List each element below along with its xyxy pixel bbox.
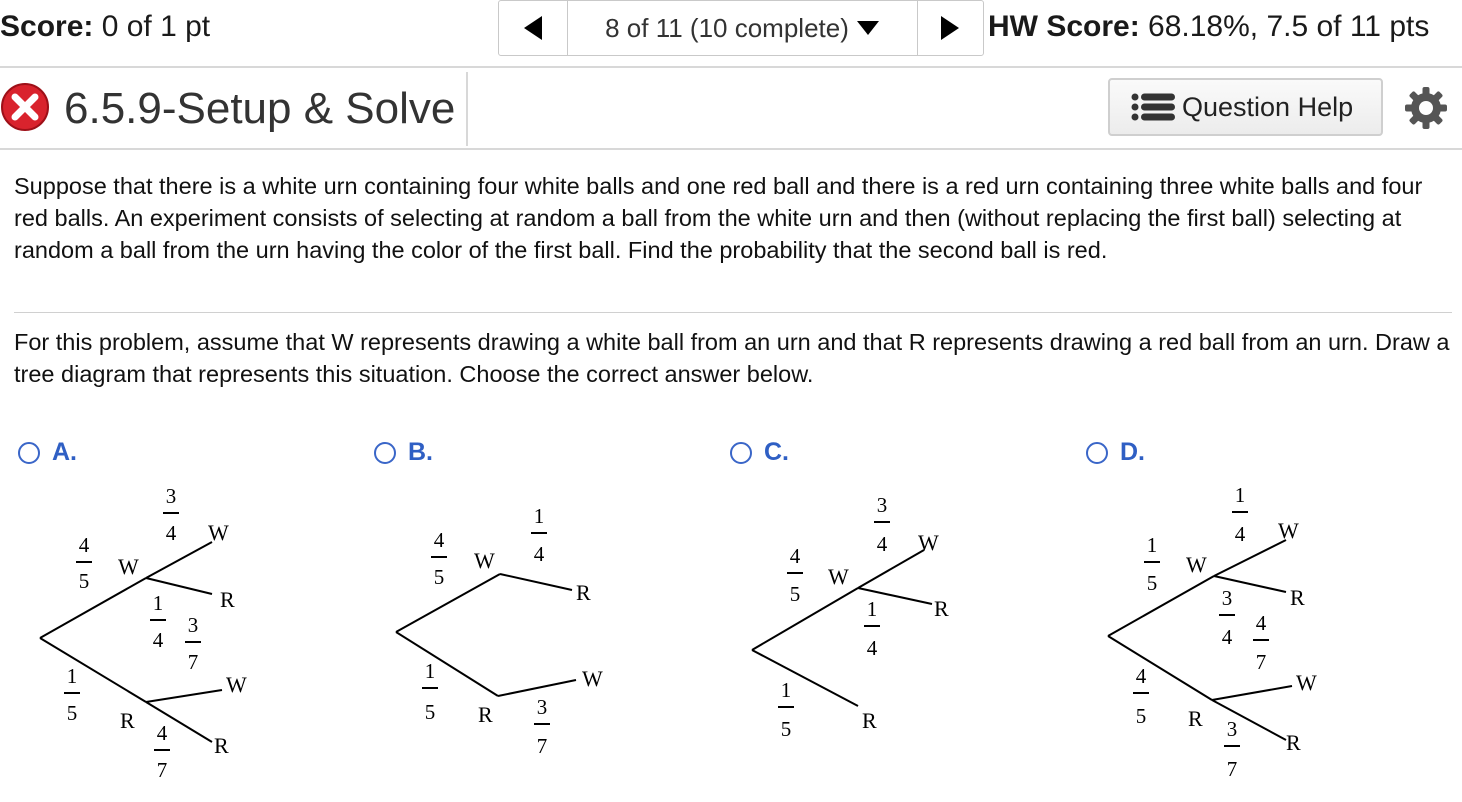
- fraction: [154, 721, 170, 782]
- divider: [0, 66, 1462, 68]
- fraction: [1144, 533, 1160, 595]
- svg-text:1: 1: [424, 659, 436, 683]
- svg-text:7: 7: [187, 650, 199, 674]
- question-help-label: Question Help: [1182, 91, 1354, 122]
- tree-diagram-a: [0, 470, 300, 790]
- svg-text:5: 5: [1146, 571, 1158, 595]
- svg-text:4: 4: [78, 533, 90, 557]
- radio-circle-icon: [730, 442, 752, 464]
- branch-line: [40, 578, 146, 638]
- node-label: R: [862, 708, 877, 733]
- node-label: R: [1290, 585, 1305, 610]
- radio-circle-icon: [18, 442, 40, 464]
- svg-text:5: 5: [1135, 704, 1147, 728]
- svg-text:7: 7: [156, 758, 168, 782]
- svg-text:1: 1: [1234, 483, 1246, 507]
- svg-text:1: 1: [152, 591, 164, 615]
- fraction: [864, 597, 880, 660]
- svg-text:7: 7: [1255, 650, 1267, 674]
- list-icon: [1130, 92, 1176, 122]
- hw-score-value: 68.18%, 7.5 of 11 pts: [1148, 10, 1430, 43]
- question-selector[interactable]: [567, 1, 917, 55]
- branch-line: [752, 650, 858, 706]
- fraction: [1232, 483, 1248, 546]
- svg-text:1: 1: [533, 504, 545, 528]
- branch-line: [858, 550, 924, 588]
- hw-score-label: HW Score:: [988, 10, 1140, 43]
- branch-line: [40, 638, 146, 702]
- svg-text:7: 7: [536, 734, 548, 758]
- svg-text:5: 5: [424, 700, 436, 724]
- divider: [14, 312, 1452, 313]
- fraction: [531, 504, 547, 566]
- svg-text:3: 3: [1226, 717, 1238, 741]
- node-label: R: [214, 733, 229, 758]
- option-a-radio[interactable]: [18, 438, 77, 467]
- node-label: W: [1278, 518, 1299, 543]
- radio-circle-icon: [1086, 442, 1108, 464]
- option-b-letter: B.: [408, 438, 433, 466]
- svg-text:5: 5: [66, 701, 78, 725]
- svg-text:5: 5: [78, 569, 90, 593]
- node-label: W: [918, 530, 939, 555]
- svg-text:1: 1: [866, 597, 878, 621]
- svg-text:7: 7: [1226, 757, 1238, 781]
- previous-question-button[interactable]: [499, 1, 567, 55]
- svg-text:4: 4: [533, 542, 545, 566]
- node-label: W: [208, 520, 229, 545]
- fraction: [1253, 611, 1269, 674]
- svg-text:4: 4: [1234, 522, 1246, 546]
- instruction-text: For this problem, assume that W represents drawing a white ball from an urn and that R represents drawing a red ball from an urn. Draw a tree diagram that represents this situation. Choose the correct answer below.: [14, 329, 1450, 387]
- branch-line: [498, 680, 576, 696]
- branch-line: [1212, 686, 1292, 700]
- fraction: [64, 664, 80, 725]
- svg-text:4: 4: [1135, 664, 1147, 688]
- question-position: 8 of 11 (10 complete): [605, 12, 849, 43]
- node-label: R: [934, 596, 949, 621]
- svg-text:5: 5: [780, 717, 792, 741]
- arrow-right-icon: [941, 16, 959, 40]
- svg-text:3: 3: [1221, 586, 1233, 610]
- tree-diagram-c: [712, 470, 1012, 790]
- svg-text:3: 3: [876, 493, 888, 517]
- radio-circle-icon: [374, 442, 396, 464]
- node-label: R: [220, 587, 235, 612]
- svg-text:5: 5: [433, 565, 445, 589]
- node-label: R: [576, 580, 591, 605]
- question-title: 6.5.9-Setup & Solve: [64, 84, 456, 133]
- svg-text:3: 3: [536, 695, 548, 719]
- node-label: W: [1296, 670, 1317, 695]
- branch-line: [396, 574, 500, 632]
- svg-text:3: 3: [187, 613, 199, 637]
- tree-diagram-b: [356, 470, 656, 790]
- svg-text:4: 4: [866, 636, 878, 660]
- question-navigator: [498, 0, 984, 56]
- fraction: [534, 695, 550, 758]
- fraction: [778, 678, 794, 741]
- branch-line: [1108, 576, 1214, 636]
- node-label: W: [828, 564, 849, 589]
- option-d-letter: D.: [1120, 438, 1145, 466]
- fraction: [874, 493, 890, 556]
- svg-text:3: 3: [165, 484, 177, 508]
- option-a-letter: A.: [52, 438, 77, 466]
- score: [0, 10, 210, 44]
- node-label: R: [1188, 706, 1203, 731]
- svg-text:4: 4: [1221, 625, 1233, 649]
- branch-line: [1214, 540, 1286, 576]
- node-label: R: [478, 702, 493, 727]
- svg-text:4: 4: [152, 628, 164, 652]
- score-value: 0 of 1 pt: [101, 10, 211, 43]
- gear-icon[interactable]: [1404, 86, 1448, 130]
- fraction: [1133, 664, 1149, 728]
- node-label: W: [582, 666, 603, 691]
- option-c-radio[interactable]: [730, 438, 789, 467]
- svg-text:4: 4: [433, 528, 445, 552]
- fraction: [431, 528, 447, 589]
- node-label: W: [118, 554, 139, 579]
- svg-text:4: 4: [876, 532, 888, 556]
- tree-diagram-d: [1068, 470, 1368, 790]
- caret-down-icon: [857, 21, 879, 35]
- svg-text:5: 5: [789, 582, 801, 606]
- question-help-button[interactable]: [1108, 78, 1383, 136]
- problem-text: Suppose that there is a white urn containing four white balls and one red ball and there is a red urn containing three white balls and four red balls. An experiment consists of selecting at random a ball from the white urn and then (without replacing the first ball) selecting at random a ball from the urn having the color of the first ball. Find the probability that the second ball is red.: [14, 173, 1423, 263]
- branch-line: [752, 588, 858, 650]
- divider: [0, 148, 1462, 150]
- svg-text:4: 4: [165, 521, 177, 545]
- score-label: Score:: [0, 10, 94, 43]
- arrow-left-icon: [524, 16, 542, 40]
- svg-text:1: 1: [66, 664, 78, 688]
- svg-text:1: 1: [780, 678, 792, 702]
- svg-text:1: 1: [1146, 533, 1158, 557]
- branch-line: [146, 542, 212, 578]
- fraction: [1219, 586, 1235, 649]
- fraction: [422, 659, 438, 724]
- node-label: W: [474, 548, 495, 573]
- svg-text:4: 4: [156, 721, 168, 745]
- svg-text:4: 4: [1255, 611, 1267, 635]
- incorrect-icon: [0, 82, 50, 132]
- option-b-radio[interactable]: [374, 438, 433, 467]
- branch-line: [1108, 636, 1212, 700]
- fraction: [76, 533, 92, 593]
- node-label: W: [1186, 552, 1207, 577]
- hw-score: [988, 10, 1429, 44]
- option-d-radio[interactable]: [1086, 438, 1145, 467]
- fraction: [1224, 717, 1240, 781]
- branch-line: [500, 574, 572, 590]
- fraction: [787, 544, 803, 606]
- node-label: R: [1286, 730, 1301, 755]
- fraction: [150, 591, 166, 652]
- option-c-letter: C.: [764, 438, 789, 466]
- svg-text:4: 4: [789, 544, 801, 568]
- branch-line: [396, 632, 498, 696]
- divider: [466, 72, 468, 146]
- fraction: [163, 484, 179, 545]
- fraction: [185, 613, 201, 674]
- node-label: W: [226, 672, 247, 697]
- branch-line: [1212, 700, 1286, 740]
- branch-line: [146, 690, 222, 702]
- node-label: R: [120, 708, 135, 733]
- next-question-button[interactable]: [917, 1, 983, 55]
